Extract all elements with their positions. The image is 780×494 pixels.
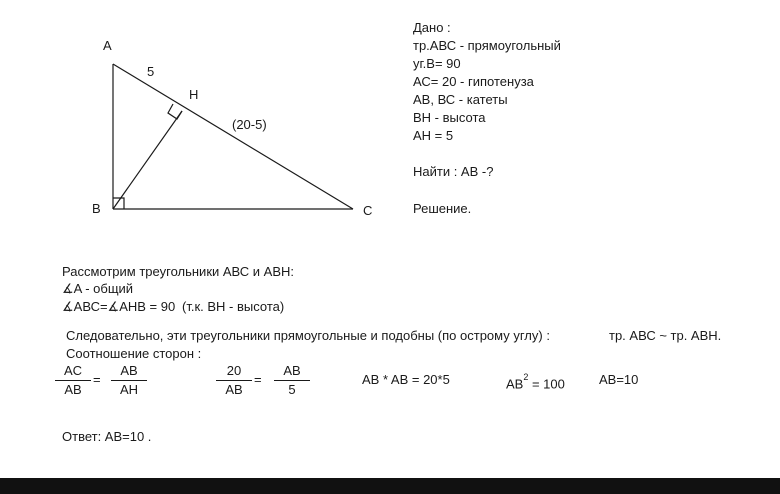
right-angle-mark-h: [168, 104, 182, 119]
given-line-2: уг.В= 90: [413, 56, 461, 71]
side-ac: [113, 64, 353, 209]
angle-a-line: ∡A - общий: [62, 281, 134, 296]
angle-icon: ∡: [107, 299, 120, 314]
altitude-bh: [113, 111, 182, 209]
equals-sign: =: [254, 372, 262, 387]
result-inline: AB=10: [599, 372, 639, 387]
given-line-1: тр.АВС - прямоугольный: [413, 38, 561, 53]
vertex-b-label: B: [92, 201, 101, 216]
solution-heading: Решение.: [413, 201, 472, 216]
given-line-4: АВ, ВС - катеты: [413, 92, 508, 107]
vertex-a-label: A: [103, 38, 112, 53]
point-h-label: H: [189, 87, 199, 102]
solution-intro: Рассмотрим треугольники АВС и АВН:: [62, 264, 295, 279]
fraction-ab-ah: AB AH: [111, 363, 147, 398]
given-line-5: ВН - высота: [413, 110, 486, 125]
fraction-20-ab: 20 AB: [216, 363, 252, 398]
square-equation: $AB^2 = 100$: [506, 372, 565, 392]
angle-b-line: ∡АВС=∡AHB = 90: [62, 299, 176, 314]
given-line-3: АС= 20 - гипотенуза: [413, 74, 534, 89]
similarity-statement: тр. АВС ~ тр. АВН.: [609, 328, 722, 343]
product-equation: AB * AB = 20*5: [362, 372, 450, 387]
ratio-heading: Соотношение сторон :: [66, 346, 202, 361]
equals-sign: =: [93, 372, 101, 387]
conclusion-line: Следовательно, эти треугольники прямоугольные и подобны (по острому углу) :: [66, 328, 550, 343]
segment-ah-label: 5: [147, 64, 155, 79]
exponent: 2: [523, 372, 529, 382]
bottom-black-bar: [0, 478, 780, 494]
given-line-6: АН = 5: [413, 128, 454, 143]
find-line: Найти : АВ -?: [413, 164, 494, 179]
fraction-ac-ab: AC AB: [55, 363, 91, 398]
segment-hc-label: (20-5): [232, 117, 267, 132]
answer-line: Ответ: AB=10 .: [62, 429, 152, 444]
angle-icon: ∡: [62, 281, 74, 296]
angle-icon: ∡: [62, 299, 74, 314]
angle-b-note: (т.к. ВН - высота): [182, 299, 285, 314]
given-title: Дано :: [413, 20, 451, 35]
vertex-c-label: C: [363, 203, 373, 218]
fraction-ab-5: AB 5: [274, 363, 310, 398]
